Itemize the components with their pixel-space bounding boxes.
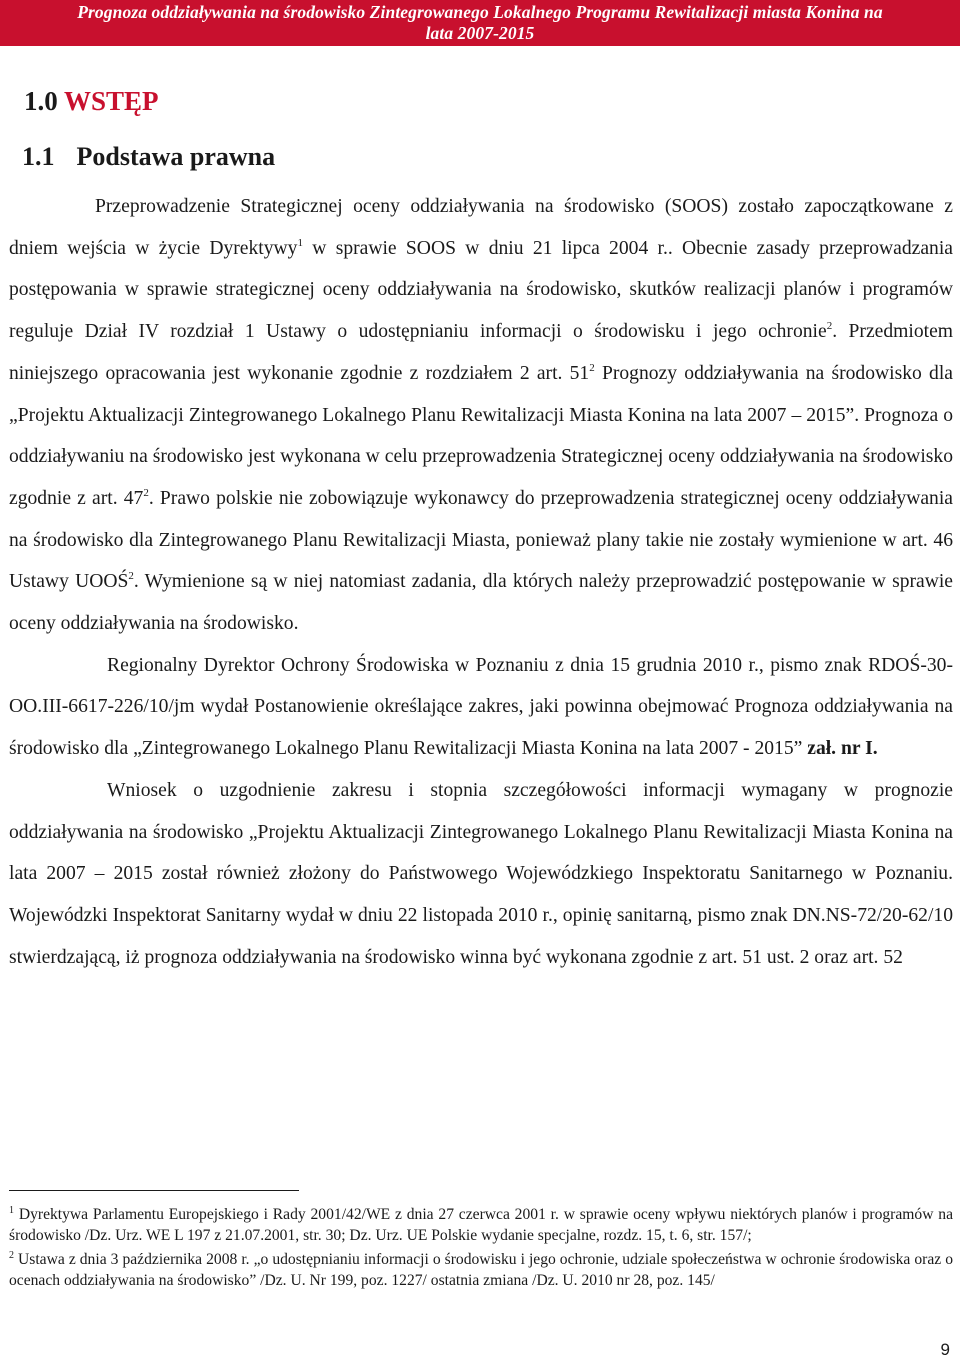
footnote-1 [9,1204,953,1246]
footnote-ref[interactable]: 2 [589,361,595,374]
paragraph-text: . Prawo polskie nie zobowiązuje wykonawcy do przeprowadzenia strategicznej oceny oddziaływania na środowisko dla Zintegrowanego Planu Rewitalizacji Miasta, ponieważ plany takie nie zostały wymienione w art. 46 Ustawy UOOŚ [9,487,953,593]
section-title: Podstawa prawna [76,142,276,171]
footnote-separator [9,1190,299,1191]
footnote-ref[interactable]: 2 [128,570,134,583]
header-line-2: lata 2007-2015 [425,23,535,43]
paragraph-text: Przeprowadzenie Strategicznej oceny oddziaływania na środowisko (SOOS) zostało zapoczątkowane z dniem wejścia w życie Dyrektywy [9,196,953,259]
section-number: 1.1 [22,142,55,171]
footnote-2 [9,1249,953,1291]
paragraph-sanepid: Wniosek o uzgodnienie zakresu i stopnia szczegółowości informacji wymagany w prognozie oddziaływania na środowisko „Projektu Aktualizacji Zintegrowanego Lokalnego Planu Rewitalizacji Miasta Konina na lata 2007 – 2015 został również złożony do Państwowego Wojewódzkiego Inspektoratu Sanitarnego w Poznaniu. Wojewódzki Inspektorat Sanitarny wydał w dniu 22 listopada 2010 r., opinię sanitarną, pismo znak DN.NS-72/20-62/10 stwierdzającą, iż prognoza oddziaływania na środowisko winna być wykonana zgodnie z art. 51 ust. 2 oraz art. 52 [9,779,953,968]
paragraph-text: Regionalny Dyrektor Ochrony Środowiska w Poznaniu z dnia 15 grudnia 2010 r., pismo znak RDOŚ-30-OO.III-6617-226/10/jm wydał Postanowienie określające zakres, jaki powinna obejmować Prognoza oddziaływania na środowisko dla „Zintegrowanego Lokalnego Planu Rewitalizacji Miasta Konina na lata 2007 - 2015” [9,654,953,760]
footnote-text: Ustawa z dnia 3 października 2008 r. „o udostępnianiu informacji o środowisku i jego ochronie, udziale społeczeństwa w ochronie środowiska oraz o ocenach oddziaływania na środowisko” /Dz. U. Nr 199, poz. 1227/ ostatnia zmiana /Dz. U. 2010 nr 28, poz. 145/ [9,1251,953,1289]
paragraph-legal-basis [9,186,953,645]
paragraph-rdos [9,645,953,770]
page-number: 9 [940,1340,950,1359]
footnote-mark: 1 [9,1205,14,1216]
chapter-number: 1.0 [24,86,58,116]
running-header [0,0,960,46]
paragraph-text: . Wymienione są w niej natomiast zadania, dla których należy przeprowadzić postępowanie w sprawie oceny oddziaływania na środowisko. [9,571,954,635]
attachment-ref: zał. nr I. [807,738,878,760]
section-heading [22,142,275,172]
footnote-text: Dyrektywa Parlamentu Europejskiego i Rady 2001/42/WE z dnia 27 czerwca 2001 r. w sprawie oceny wpływu niektórych planów i programów na środowisko /Dz. Urz. WE L 197 z 21.07.2001, str. 30; Dz. Urz. UE Polskie wydanie specjalne, rozdz. 15, t. 6, str. 157/; [9,1206,953,1244]
paragraph-text: . Przedmiotem niniejszego opracowania jest wykonanie zgodnie z rozdziałem 2 art. 51 [9,321,954,384]
footnote-ref[interactable]: 2 [143,486,149,499]
footnotes [9,1204,953,1294]
footnote-ref[interactable]: 2 [826,320,833,333]
footnote-ref[interactable]: 1 [297,236,303,249]
chapter-title: WSTĘP [64,86,159,116]
header-line-1: Prognoza oddziaływania na środowisko Zintegrowanego Lokalnego Programu Rewitalizacji miasta Konina na [77,2,883,22]
paragraph-text: Prognozy oddziaływania na środowisko dla „Projektu Aktualizacji Zintegrowanego Lokalnego Planu Rewitalizacji Miasta Konina na lata 2007 – 2015”. Prognoza o oddziaływaniu na środowisko jest wykonana w celu przeprowadzenia Strategicznej oceny oddziaływania na środowisko zgodnie z art. 47 [9,362,953,509]
footnote-mark: 2 [9,1250,14,1261]
paragraph-text: w sprawie SOOS w dniu 21 lipca 2004 r.. Obecnie zasady przeprowadzania postępowania w sprawie strategicznej oceny oddziaływania na środowisko, skutków realizacji planów i programów reguluje Dział IV rozdział 1 Ustawy o udostępnianiu informacji o środowisku i jego ochronie [9,237,953,343]
chapter-heading [24,86,159,117]
body-text [9,186,953,978]
